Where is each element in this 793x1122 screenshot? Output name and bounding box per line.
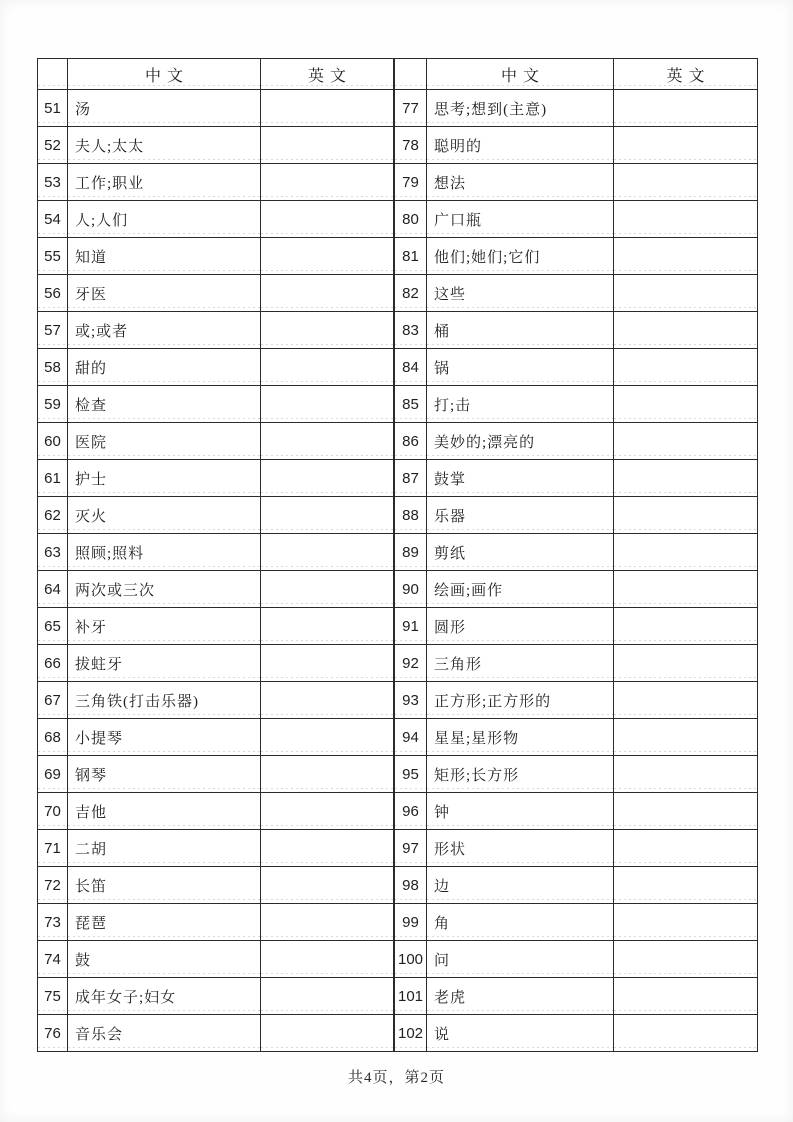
- english-answer-cell: [614, 386, 758, 423]
- chinese-word-cell: 汤: [68, 90, 261, 127]
- chinese-word-cell: 知道: [68, 238, 261, 275]
- vocab-row: [38, 423, 394, 460]
- vocab-row: [395, 460, 758, 497]
- english-answer-cell: [614, 275, 758, 312]
- vocab-row: [38, 164, 394, 201]
- chinese-word-cell: 边: [427, 867, 614, 904]
- english-answer-cell: [614, 978, 758, 1015]
- num-cell: 83: [395, 312, 427, 349]
- vocab-row: [395, 164, 758, 201]
- num-cell: 63: [38, 534, 68, 571]
- english-answer-cell: [614, 608, 758, 645]
- num-cell: 71: [38, 830, 68, 867]
- num-cell: 75: [38, 978, 68, 1015]
- num-cell: 68: [38, 719, 68, 756]
- num-cell: 98: [395, 867, 427, 904]
- english-answer-cell: [614, 534, 758, 571]
- num-cell: 88: [395, 497, 427, 534]
- num-cell: 73: [38, 904, 68, 941]
- vocab-row: [395, 608, 758, 645]
- vocab-row: [38, 386, 394, 423]
- vocab-row: [395, 423, 758, 460]
- num-cell: 100: [395, 941, 427, 978]
- vocab-row: [38, 534, 394, 571]
- chinese-word-cell: 角: [427, 904, 614, 941]
- vocab-row: [395, 941, 758, 978]
- chinese-word-cell: 鼓掌: [427, 460, 614, 497]
- english-answer-cell: [261, 312, 394, 349]
- chinese-word-cell: 两次或三次: [68, 571, 261, 608]
- num-cell: 82: [395, 275, 427, 312]
- english-answer-cell: [261, 127, 394, 164]
- num-cell: 52: [38, 127, 68, 164]
- english-answer-cell: [614, 756, 758, 793]
- english-answer-cell: [261, 275, 394, 312]
- header-row: [395, 59, 758, 90]
- num-cell: 84: [395, 349, 427, 386]
- english-answer-cell: [614, 1015, 758, 1052]
- vocab-row: [38, 867, 394, 904]
- num-cell: 81: [395, 238, 427, 275]
- vocab-row: [38, 127, 394, 164]
- english-answer-cell: [614, 349, 758, 386]
- english-answer-cell: [261, 497, 394, 534]
- english-answer-cell: [261, 460, 394, 497]
- num-cell: 94: [395, 719, 427, 756]
- english-answer-cell: [614, 90, 758, 127]
- num-cell: 70: [38, 793, 68, 830]
- english-answer-cell: [614, 238, 758, 275]
- num-cell: 53: [38, 164, 68, 201]
- english-answer-cell: [261, 1015, 394, 1052]
- vocab-row: [38, 719, 394, 756]
- vocab-row: [38, 978, 394, 1015]
- num-cell: 85: [395, 386, 427, 423]
- chinese-column-header: 中文: [68, 59, 261, 90]
- vocab-row: [395, 793, 758, 830]
- num-cell: 96: [395, 793, 427, 830]
- english-answer-cell: [614, 793, 758, 830]
- english-column-header: 英文: [261, 59, 394, 90]
- num-cell: 51: [38, 90, 68, 127]
- english-column-header: 英文: [614, 59, 758, 90]
- chinese-word-cell: 补牙: [68, 608, 261, 645]
- chinese-word-cell: 想法: [427, 164, 614, 201]
- chinese-word-cell: 甜的: [68, 349, 261, 386]
- num-column-header: [38, 59, 68, 90]
- english-answer-cell: [261, 386, 394, 423]
- vocab-row: [38, 90, 394, 127]
- vocab-row: [395, 682, 758, 719]
- english-answer-cell: [614, 941, 758, 978]
- english-answer-cell: [614, 127, 758, 164]
- english-answer-cell: [261, 238, 394, 275]
- chinese-word-cell: 长笛: [68, 867, 261, 904]
- num-cell: 93: [395, 682, 427, 719]
- chinese-word-cell: 小提琴: [68, 719, 261, 756]
- english-answer-cell: [614, 682, 758, 719]
- num-cell: 62: [38, 497, 68, 534]
- num-cell: 92: [395, 645, 427, 682]
- chinese-word-cell: 拔蛀牙: [68, 645, 261, 682]
- vocab-row: [395, 201, 758, 238]
- header-row: [38, 59, 394, 90]
- vocab-row: [38, 497, 394, 534]
- page-footer: 共4页，第2页: [347, 1070, 445, 1086]
- chinese-word-cell: 护士: [68, 460, 261, 497]
- num-cell: 101: [395, 978, 427, 1015]
- english-answer-cell: [261, 719, 394, 756]
- vocab-row: [38, 312, 394, 349]
- chinese-word-cell: 灭火: [68, 497, 261, 534]
- chinese-word-cell: 三角铁(打击乐器): [68, 682, 261, 719]
- num-cell: 91: [395, 608, 427, 645]
- vocab-row: [395, 275, 758, 312]
- vocab-row: [38, 645, 394, 682]
- english-answer-cell: [261, 534, 394, 571]
- english-answer-cell: [261, 867, 394, 904]
- chinese-word-cell: 鼓: [68, 941, 261, 978]
- vocab-row: [395, 978, 758, 1015]
- vocab-row: [38, 904, 394, 941]
- chinese-word-cell: 检查: [68, 386, 261, 423]
- num-cell: 79: [395, 164, 427, 201]
- chinese-word-cell: 钢琴: [68, 756, 261, 793]
- num-cell: 78: [395, 127, 427, 164]
- num-cell: 97: [395, 830, 427, 867]
- vocab-row: [38, 275, 394, 312]
- num-cell: 61: [38, 460, 68, 497]
- num-cell: 89: [395, 534, 427, 571]
- vocab-row: [395, 830, 758, 867]
- vocab-row: [38, 830, 394, 867]
- chinese-word-cell: 老虎: [427, 978, 614, 1015]
- vocab-row: [38, 201, 394, 238]
- num-cell: 90: [395, 571, 427, 608]
- chinese-word-cell: 夫人;太太: [68, 127, 261, 164]
- vocab-row: [395, 497, 758, 534]
- chinese-word-cell: 琵琶: [68, 904, 261, 941]
- chinese-word-cell: 矩形;长方形: [427, 756, 614, 793]
- num-cell: 77: [395, 90, 427, 127]
- english-answer-cell: [614, 201, 758, 238]
- num-cell: 55: [38, 238, 68, 275]
- chinese-word-cell: 聪明的: [427, 127, 614, 164]
- chinese-word-cell: 医院: [68, 423, 261, 460]
- chinese-word-cell: 音乐会: [68, 1015, 261, 1052]
- num-cell: 99: [395, 904, 427, 941]
- chinese-word-cell: 吉他: [68, 793, 261, 830]
- num-cell: 60: [38, 423, 68, 460]
- num-cell: 102: [395, 1015, 427, 1052]
- vocab-row: [395, 867, 758, 904]
- english-answer-cell: [261, 682, 394, 719]
- chinese-word-cell: 三角形: [427, 645, 614, 682]
- chinese-word-cell: 剪纸: [427, 534, 614, 571]
- vocab-row: [395, 90, 758, 127]
- vocab-tables-container: [37, 58, 758, 1052]
- vocab-row: [395, 349, 758, 386]
- vocab-row: [38, 608, 394, 645]
- chinese-word-cell: 圆形: [427, 608, 614, 645]
- num-cell: 72: [38, 867, 68, 904]
- chinese-word-cell: 人;人们: [68, 201, 261, 238]
- vocab-row: [38, 571, 394, 608]
- english-answer-cell: [261, 830, 394, 867]
- vocab-row: [395, 312, 758, 349]
- english-answer-cell: [614, 497, 758, 534]
- chinese-word-cell: 桶: [427, 312, 614, 349]
- english-answer-cell: [261, 201, 394, 238]
- chinese-word-cell: 照顾;照料: [68, 534, 261, 571]
- vocab-row: [395, 127, 758, 164]
- english-answer-cell: [614, 164, 758, 201]
- vocab-row: [38, 238, 394, 275]
- vocab-row: [395, 386, 758, 423]
- english-answer-cell: [614, 719, 758, 756]
- vocab-table-right: [394, 58, 758, 1052]
- chinese-word-cell: 形状: [427, 830, 614, 867]
- english-answer-cell: [614, 423, 758, 460]
- chinese-word-cell: 乐器: [427, 497, 614, 534]
- english-answer-cell: [614, 830, 758, 867]
- num-cell: 66: [38, 645, 68, 682]
- num-cell: 56: [38, 275, 68, 312]
- num-cell: 80: [395, 201, 427, 238]
- english-answer-cell: [614, 460, 758, 497]
- vocab-row: [395, 719, 758, 756]
- english-answer-cell: [261, 904, 394, 941]
- english-answer-cell: [614, 312, 758, 349]
- english-answer-cell: [261, 645, 394, 682]
- chinese-word-cell: 工作;职业: [68, 164, 261, 201]
- chinese-word-cell: 锅: [427, 349, 614, 386]
- english-answer-cell: [614, 867, 758, 904]
- chinese-word-cell: 打;击: [427, 386, 614, 423]
- chinese-word-cell: 钟: [427, 793, 614, 830]
- vocab-row: [38, 756, 394, 793]
- num-cell: 59: [38, 386, 68, 423]
- english-answer-cell: [261, 90, 394, 127]
- chinese-word-cell: 成年女子;妇女: [68, 978, 261, 1015]
- chinese-word-cell: 广口瓶: [427, 201, 614, 238]
- chinese-word-cell: 绘画;画作: [427, 571, 614, 608]
- vocab-row: [395, 534, 758, 571]
- vocab-row: [395, 645, 758, 682]
- num-cell: 86: [395, 423, 427, 460]
- chinese-word-cell: 二胡: [68, 830, 261, 867]
- vocab-row: [38, 1015, 394, 1052]
- num-cell: 58: [38, 349, 68, 386]
- english-answer-cell: [261, 608, 394, 645]
- num-cell: 57: [38, 312, 68, 349]
- vocab-row: [38, 793, 394, 830]
- num-cell: 69: [38, 756, 68, 793]
- english-answer-cell: [261, 571, 394, 608]
- english-answer-cell: [261, 756, 394, 793]
- num-cell: 76: [38, 1015, 68, 1052]
- chinese-word-cell: 或;或者: [68, 312, 261, 349]
- num-cell: 74: [38, 941, 68, 978]
- english-answer-cell: [614, 645, 758, 682]
- vocab-row: [38, 941, 394, 978]
- chinese-word-cell: 正方形;正方形的: [427, 682, 614, 719]
- chinese-word-cell: 美妙的;漂亮的: [427, 423, 614, 460]
- chinese-word-cell: 问: [427, 941, 614, 978]
- chinese-word-cell: 牙医: [68, 275, 261, 312]
- english-answer-cell: [614, 904, 758, 941]
- vocab-row: [395, 904, 758, 941]
- chinese-word-cell: 他们;她们;它们: [427, 238, 614, 275]
- num-cell: 67: [38, 682, 68, 719]
- english-answer-cell: [261, 793, 394, 830]
- vocab-row: [38, 349, 394, 386]
- vocab-row: [395, 571, 758, 608]
- vocab-row: [395, 238, 758, 275]
- num-cell: 54: [38, 201, 68, 238]
- num-cell: 65: [38, 608, 68, 645]
- chinese-word-cell: 星星;星形物: [427, 719, 614, 756]
- vocab-table-left: [37, 58, 394, 1052]
- num-cell: 64: [38, 571, 68, 608]
- num-cell: 95: [395, 756, 427, 793]
- english-answer-cell: [261, 423, 394, 460]
- chinese-word-cell: 这些: [427, 275, 614, 312]
- chinese-column-header: 中文: [427, 59, 614, 90]
- chinese-word-cell: 说: [427, 1015, 614, 1052]
- vocab-row: [38, 682, 394, 719]
- chinese-word-cell: 思考;想到(主意): [427, 90, 614, 127]
- english-answer-cell: [261, 164, 394, 201]
- english-answer-cell: [261, 349, 394, 386]
- vocab-row: [395, 1015, 758, 1052]
- vocab-row: [395, 756, 758, 793]
- num-column-header: [395, 59, 427, 90]
- vocab-row: [38, 460, 394, 497]
- english-answer-cell: [261, 941, 394, 978]
- english-answer-cell: [614, 571, 758, 608]
- num-cell: 87: [395, 460, 427, 497]
- english-answer-cell: [261, 978, 394, 1015]
